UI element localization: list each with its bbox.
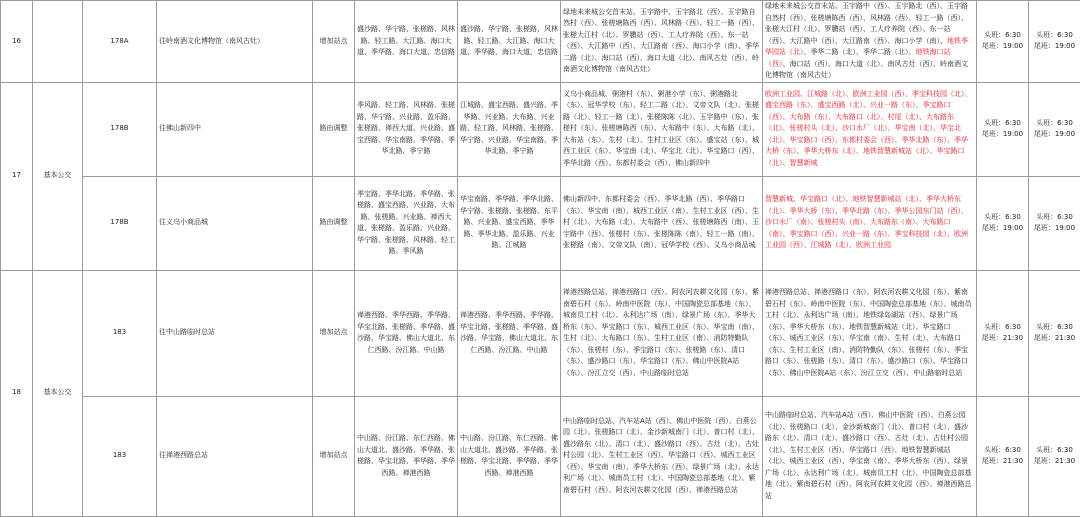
time-cell [1029,396,1080,516]
first-bus: 头班：6:30 [1036,446,1073,454]
last-bus: 尾班：19:00 [1034,224,1075,232]
new-stop-highlight: 地铁海口站（西） [765,48,951,68]
line-no-cell: 178B [83,176,157,270]
line-no-cell: 178A [83,1,157,83]
last-bus: 尾班：19:00 [1034,42,1075,50]
last-bus: 尾班：21:30 [1034,334,1075,342]
direction-cell: 往义乌小商品城 [157,176,313,270]
time-cell [1029,82,1080,176]
last-bus: 尾班：21:30 [1034,457,1075,465]
type-cell: 基本公交 [33,270,83,516]
new-stop-highlight: 地铁季华园站（北） [765,37,968,57]
seq-cell: 16 [1,1,33,83]
stops-old-cell: 佛山新四中、东都村委会（西）、季华北路（西）、季华路口（东）、华宝南（南）、城西工业区（南）、生村工业区（西）、生村（北）、大布路（北）、大布路中（西）、张槎塘陈西（南）、玉宇路中（西）、张槎村（东）、张槎陈陈（南）、轻工一路（南）、张槎路（南）、文帝文队（南）、冠华学校（西）、义乌小商品城 [561,176,763,270]
table-row [1,270,1080,396]
table-row [1,176,1080,270]
direction-cell: 往禅港西路总站 [157,396,313,516]
adjust-cell: 增加站点 [313,396,355,516]
stops-new-text: 、海口站（西）、海口大道（北）、南风古灶（西）、岭南酒文化博物馆（南风古灶） [765,60,968,80]
time-cell [977,396,1029,516]
road-new-cell: 禅港西路、季华西路、季华路、华宝北路、张槎路、季华路、盛沙路、华宝路、佛山大道北、东仁西路、汾江路、中山路 [458,270,561,396]
adjust-cell: 路由调整 [313,82,355,176]
first-bus: 头班：6:30 [1036,213,1073,221]
adjust-cell: 增加站点 [313,270,355,396]
table-row [1,82,1080,176]
time-cell [977,176,1029,270]
stops-new-cell: 智慧新城、华宝路口（北）、地铁智慧新城站（北）、季华大桥东（北）、季华大桥（东）、季华北路（东）、季华公园东门站（西）、沙口水厂（南）、张槎村头（南）、大布路东（南）、大布路口（南）、季宝路口（西）、兴业一路（东）、季宝科技园（北）、欧洲工业园（西）、江城路（北）、欧洲工业园 [763,176,977,270]
time-cell [977,1,1029,83]
line-no-cell: 183 [83,396,157,516]
stops-old-cell: 绿地未来城公交首末站、玉宇路中、玉宇路北（西）、玉宇路自然村（西）、张槎塘陈西（西）、风林路（西）、轻工一路（西）、张槎大江村（北）、罗鹏站（西）、工人疗养院（西）、东一站（西）、大江路中（西）、大江路南（西）、海口小学（南）、季华二路（北）、海口站（西）、海口大道（北）、南风古灶（西）、岭南酒文化博物馆（南风古灶） [561,1,763,83]
first-bus: 头班：6:30 [984,446,1021,454]
road-new-cell: 盛沙路、华宁路、张槎路、风林路、轻工路、大江路、海口大道、季华路、海口大道、忠信路 [458,1,561,83]
seq-cell: 18 [1,270,33,516]
time-cell [1029,1,1080,83]
adjust-cell: 增加站点 [313,1,355,83]
road-old-cell: 中山路、汾江路、东仁西路、佛山大道北、盛沙路、季华路、张槎路、华宝北路、季华路、季华西路、禅港西路 [355,396,458,516]
stops-new-cell [763,1,977,83]
road-old-cell: 季宝路、季华北路、季华路、张槎路、盛宝西路、兴业路、大布路、张槎路、兴业路、禅西大道、张槎路、盈乐路、兴业路、华宁路、张槎路、风林路、轻工路、季风路 [355,176,458,270]
first-bus: 头班：6:30 [984,31,1021,39]
first-bus: 头班：6:30 [1036,119,1073,127]
first-bus: 头班：6:30 [1036,31,1073,39]
stops-old-cell: 中山路临时总站、汽车站A站（西）、佛山中医院（西）、白燕公园（北）、张槎路口（北）、金沙新城南门（北）、普口村（北）、盛沙路东（北）、清口（北）、盛沙路口（西）、古灶（北）、古灶村公园（北）、生村工业区（西）、华宝路口（西）、城西工业区（西）、华宝南（南）、季华大桥东（西）、绿景广场（北）、永达利广场（北）、城南员工村（北）、中国陶瓷总部基地（北）、紫南碧石村（西）、阿农河农耕文化园（西）、禅港西路总站 [561,396,763,516]
last-bus: 尾班：21:30 [982,334,1023,342]
type-cell [33,1,83,83]
last-bus: 尾班：21:30 [982,457,1023,465]
last-bus: 尾班：19:00 [1034,130,1075,138]
road-new-cell: 华宝南路、季华路、季华北路、华宁路、张槎路、张槎路、东平路、兴业路、盛宝西路、季华路、季华北路、盈乐路、兴业路、江城路 [458,176,561,270]
stops-new-cell: 中山路临时总站、汽车站A站（西）、佛山中医院（西）、白燕公园（北）、张槎路口（北）、金沙新城南门（北）、普口村（北）、盛沙路东（北）、清口（北）、盛沙路口（西）、古灶（北）、古灶村公园（北）、生村工业区（西）、华宝路口（西）、地铁智慧新城站（北）、城西工业区（西）、华宝南（南）、季华大桥东（西）、绿景广场（北）、永达利广场（北）、城南员工村（北）、中国陶瓷总部基地（北）、紫南碧石村（西）、阿农河农耕文化园（西）、禅港西路总站 [763,396,977,516]
type-cell: 基本公交 [33,82,83,270]
line-no-cell: 183 [83,270,157,396]
first-bus: 头班：6:30 [984,119,1021,127]
seq-cell: 17 [1,82,33,270]
time-cell [977,270,1029,396]
road-old-cell: 盛沙路、华宁路、张槎路、风林路、轻工路、大江路、海口大道、季华路、海口大道、忠信路 [355,1,458,83]
stops-new-cell: 欧洲工业园、江城路（北）、欧洲工业园（西）、季宝科技园（北）、盛宝西路（东）、盛宝西路（北）、兴业一路（东）、季宝路口（西）、大布路（东）、大布路口（北）、村尾（北）、大布路东（北）、张槎村头（北）、沙口水厂（北）、华宝南（北）、华宝北（北）、华宝路口（西）、东都村委会（西）、季华北路（东）、季华大桥（东）、季华大桥东（北）、地铁智慧新城站（北）、华宝路口（北）、智慧新城 [763,82,977,176]
last-bus: 尾班：19:00 [982,224,1023,232]
road-new-cell: 江城路、盛宝西路、盛兴路、季华路、兴业路、大布路、兴业路、轻工路、风林路、张槎路、华宁路、兴业路、华宝南路、季华北路、季宁路 [458,82,561,176]
first-bus: 头班：6:30 [1036,323,1073,331]
last-bus: 尾班：19:00 [982,42,1023,50]
time-cell [977,82,1029,176]
stops-old-cell: 禅港西路总站、禅港西路口（西）、阿农河农耕文化园（东）、紫南碧石村（东）、岭南中医院（东）、中国陶瓷总部基地（东）、城南员工村（北）、永利达广场（南）、绿景广场（东）、季华大桥东（东）、华宝路口（东）、城西工业区（东）、华宝南（南）、生村（北）、大布路口（东）、生村工业区（南）、消防特勤队（东）、张槎村（东）、季宝路口（东）、张槎路（东）、清口（东）、盛沙路口（东）、华宝路口（东）、佛山中医院A站（东）、汾江立交（西）、中山路临时总站 [561,270,763,396]
stops-new-text: 、季华二路（北）、季华二路（北）、 [804,48,916,56]
direction-cell: 往中山路临时总站 [157,270,313,396]
table-row [1,1,1080,83]
stops-new-text: 绿地未来城公交首末站、玉宇路中（西）、玉宇路北（西）、玉宇路自然村（西）、张槎塘陈西（西）、风林路（西）、轻工一路（西）、张槎大江村（北）、罗鹏站（西）、工人疗养院（西）、东一站（西）、大江路中（西）、大江路南（西）、海口小学（南）、 [765,2,968,45]
road-old-cell: 季风路、轻工路、风林路、张槎路、华宁路、兴业路、盈乐路、张槎路、禅西大道、兴业路、盛宝西路、华宝南路、季华路、季华北路、季宁路 [355,82,458,176]
table-row [1,396,1080,516]
time-cell [1029,176,1080,270]
direction-cell: 往岭南酒文化博物馆（南风古灶） [157,1,313,83]
road-old-cell: 禅港西路、季华西路、季华路、华宝北路、张槎路、季华路、盛沙路、华宝路、佛山大道北、东仁西路、汾江路、中山路 [355,270,458,396]
first-bus: 头班：6:30 [984,323,1021,331]
first-bus: 头班：6:30 [984,213,1021,221]
time-cell [1029,270,1080,396]
stops-old-cell: 义乌小商品城、粥港村（东）、粥港小学（东）、粥港路北（东）、冠华学校（东）、轻工二路（北）、文帝文队（北）、张槎路（北）、轻工一路（北）、张槎陈陈（北）、玉宇路中（东）、张槎村（东）、张槎塘陈西（东）、大布路中（东）、大布路（北）、大布站（东）、生村（北）、生村工业区（东）、盛宝站（东）、城西工业区（东）、华宝南（北）、华宝北（北）、华宝路口（西）、季华北路（西）、东都村委会（西）、佛山新四中 [561,82,763,176]
road-new-cell: 中山路、汾江路、东仁西路、佛山大道北、盛沙路、季华路、张槎路、华宝北路、季华路、季华西路、禅港西路 [458,396,561,516]
adjust-cell: 路由调整 [313,176,355,270]
stops-new-cell: 禅港西路总站、禅港西路口（东）、阿农河农耕文化园（东）、紫南碧石村（东）、岭南中医院（东）、中国陶瓷总部基地（东）、城南员工村（北）、永利达广场（南）、地铁绿岛湖站（西）、绿景广场（东）、季华大桥东（东）、地铁智慧新城站（北）、华宝路口（东）、城西工业区（东）、华宝南（南）、生村（北）、大布路口（东）、生村工业区（南）、消防特勤队（东）、张槎村（东）、季宝路口（东）、张槎路（东）、清口（东）、盛沙路口（东）、华宝路口（东）、佛山中医院A站（东）、汾江立交（西）、中山路临时总站 [763,270,977,396]
direction-cell: 往佛山新四中 [157,82,313,176]
line-no-cell: 178B [83,82,157,176]
last-bus: 尾班：19:00 [982,130,1023,138]
